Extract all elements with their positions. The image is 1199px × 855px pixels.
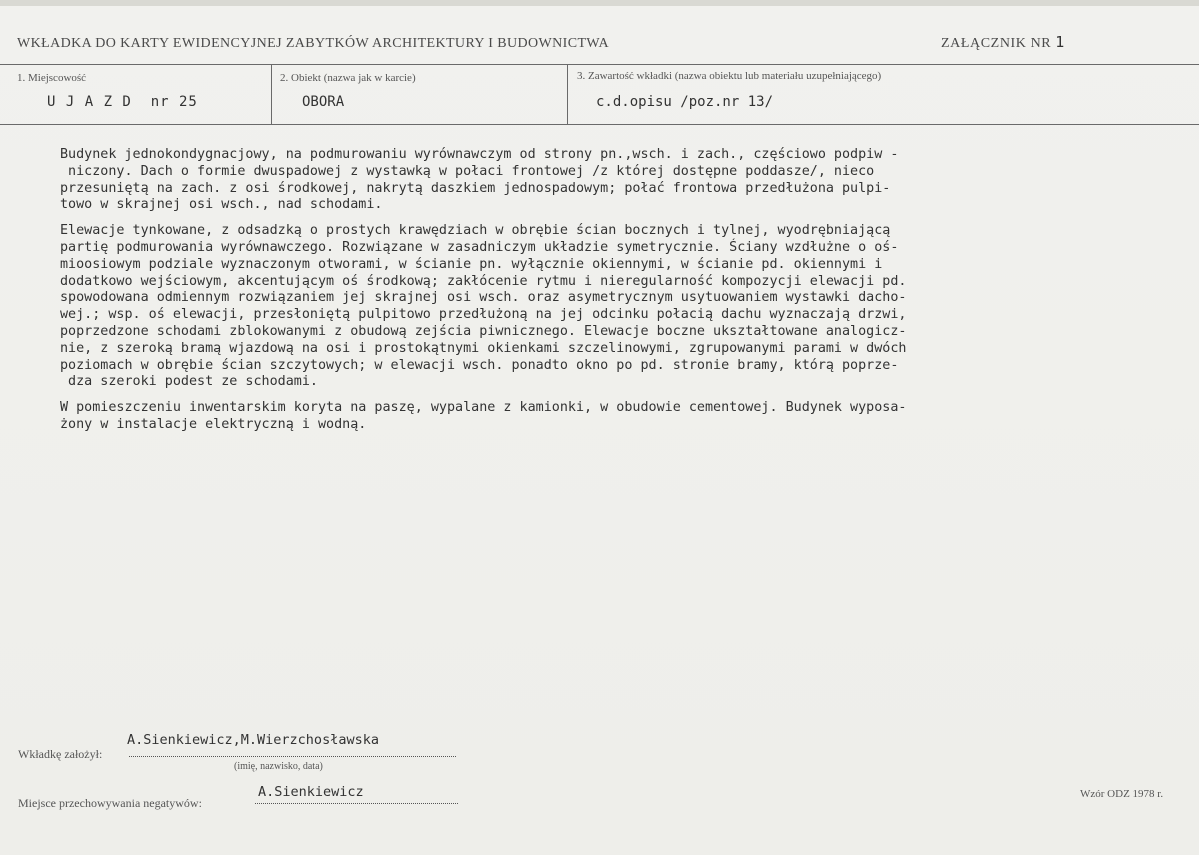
location-value: U J A Z D nr 25 xyxy=(47,94,198,110)
card-title: WKŁADKA DO KARTY EWIDENCYJNEJ ZABYTKÓW ARCHITEKTURY I BUDOWNICTWA xyxy=(17,36,609,51)
object-value: OBORA xyxy=(302,94,345,110)
author-dotted-line xyxy=(129,756,456,757)
contents-value: c.d.opisu /poz.nr 13/ xyxy=(596,94,774,110)
header-top-rule xyxy=(0,64,1199,65)
author-note: (imię, nazwisko, data) xyxy=(234,761,323,772)
paragraph-structure: Budynek jednokondygnacjowy, na podmurowaniu wyrównawczym od strony pn.,wsch. i zach., częściowo podpiw - niczony. Dach o formie dwuspadowej z wystawką w połaci frontowej /z której dostępne poddasze/, nieco przesuniętą na zach. z osi środkowej, nakrytą daszkiem jednospadowym; połać frontowa przedłużona pulpi- towo w skrajnej osi wsch., nad schodami. xyxy=(60,147,899,213)
paragraph-elevations: Elewacje tynkowane, z odsadzką o prostych krawędziach w obrębie ścian bocznych i tylnej, wyodrębniającą partię podmurowania wyrównawczego. Rozwiązane w zasadniczym układzie symetrycznie. Ściany wzdłużne o oś- mioosiowym podziale wyznaczonym otworami, w ścianie pn. wyłącznie okiennymi, w ścianie pd. okiennymi i dodatkowo wejściowym, akcentującym oś środkową; zakłócenie rytmu i nieregularność kompozycji elewacji pd. spowodowana odmiennym rozwiązaniem jej skrajnej osi wsch. oraz asymetrycznym usytuowaniem wystawki dacho- wej.; wsp. oś elewacji, przesłoniętą pulpitowo przedłużoną na jej odcinku połacią dachu wyznaczają drzwi, poprzedzone schodami zblokowanymi z obudową zejścia piwnicznego. Elewacje boczne ukształtowane analogicz- nie, z szeroką bramą wjazdową na osi i prostokątnymi okienkami szczelinowymi, zgrupowanymi parami w dwóch poziomach w obrębie ścian szczytowych; w elewacji wsch. ponadto okno po pd. stronie bramy, którą poprze- dza szeroki podest ze schodami. xyxy=(60,223,907,390)
negatives-value: A.Sienkiewicz xyxy=(258,784,364,800)
attachment-label-text: ZAŁĄCZNIK NR xyxy=(941,36,1052,51)
attachment-number: 1 xyxy=(1055,33,1065,51)
contents-label: 3. Zawartość wkładki (nazwa obiektu lub materiału uzupełniającego) xyxy=(577,70,882,82)
negatives-label: Miejsce przechowywania negatywów: xyxy=(18,796,202,810)
author-value: A.Sienkiewicz,M.Wierzchosławska xyxy=(127,732,379,748)
author-label: Wkładkę założył: xyxy=(18,747,103,761)
card-top-edge xyxy=(0,0,1199,6)
location-label: 1. Miejscowość xyxy=(17,72,87,84)
column-divider-1 xyxy=(271,64,272,124)
header-bottom-rule xyxy=(0,124,1199,125)
object-label: 2. Obiekt (nazwa jak w karcie) xyxy=(280,72,416,84)
description-body xyxy=(60,147,1150,443)
form-version-note: Wzór ODZ 1978 r. xyxy=(1080,788,1164,800)
column-divider-2 xyxy=(567,64,568,124)
negatives-dotted-line xyxy=(255,803,458,804)
attachment-label xyxy=(941,33,1065,52)
paragraph-interior: W pomieszczeniu inwentarskim koryta na paszę, wypalane z kamionki, w obudowie cementowej. Budynek wyposa- żony w instalacje elektryczną i wodną. xyxy=(60,400,907,432)
